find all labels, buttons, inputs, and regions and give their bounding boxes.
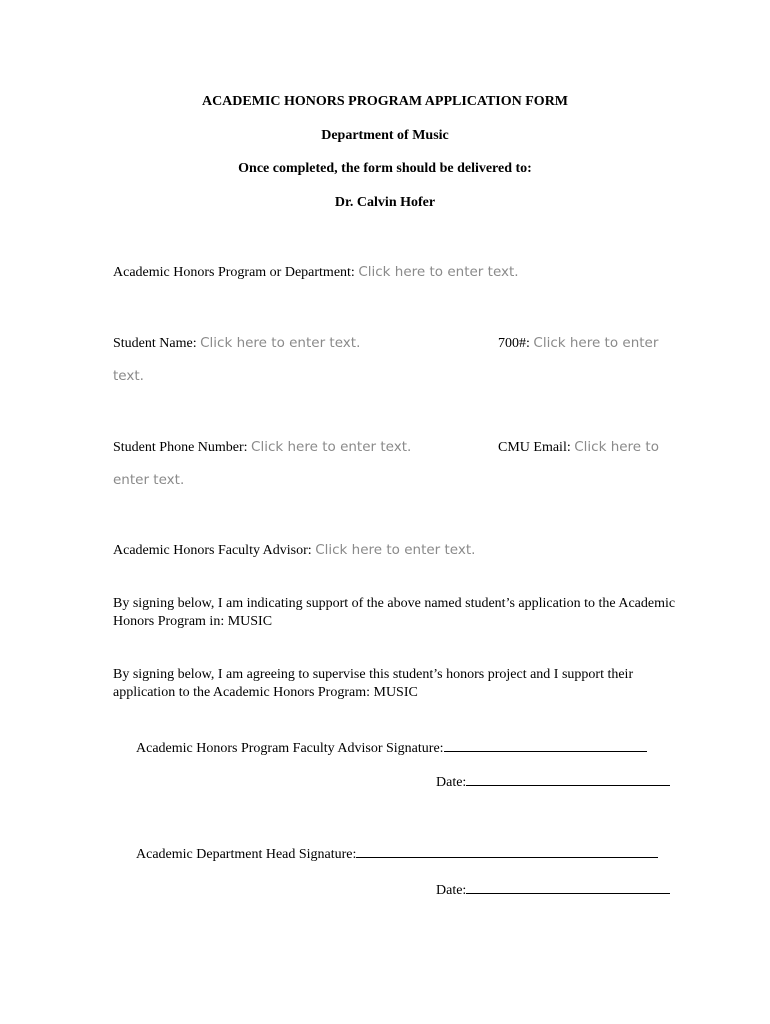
id-number-input-wrap[interactable]: text. [113,368,144,384]
advisor-signature-label: Academic Honors Program Faculty Advisor Signature: [136,741,444,756]
delivery-note: Once completed, the form should be delivered to: [238,161,532,176]
date-row-1 [436,773,670,791]
id-number-input[interactable]: Click here to enter [533,335,659,351]
id-number-row [498,335,658,352]
phone-input[interactable]: Click here to enter text. [251,439,412,455]
advisor-signature-line[interactable] [444,739,647,752]
support-statement: By signing below, I am indicating support of the above named student’s application to the Academic Honors Program in: MUSIC [113,596,676,629]
date-line-2[interactable] [466,881,670,894]
program-field-row [113,264,519,281]
recipient-name: Dr. Calvin Hofer [334,195,436,210]
student-name-label: Student Name: [113,336,197,351]
advisor-input[interactable]: Click here to enter text. [315,542,476,558]
program-label: Academic Honors Program or Department: [113,265,355,280]
advisor-row [113,542,475,559]
head-signature-line[interactable] [356,845,658,858]
date-label-1: Date: [436,775,467,790]
department-heading: Department of Music [321,128,449,143]
supervise-statement: By signing below, I am agreeing to supervise this student’s honors project and I support their application to the Academic Honors Program: MUSIC [113,667,634,700]
advisor-label: Academic Honors Faculty Advisor: [113,543,312,558]
head-signature-label: Academic Department Head Signature: [136,847,357,862]
email-row [498,439,659,456]
phone-row [113,439,411,456]
date-line-1[interactable] [466,773,670,786]
student-name-input[interactable]: Click here to enter text. [200,335,361,351]
head-signature-row [136,845,658,863]
form-title: ACADEMIC HONORS PROGRAM APPLICATION FORM [201,94,569,109]
phone-label: Student Phone Number: [113,440,248,455]
id-number-label: 700#: [498,336,530,351]
student-name-row [113,335,360,352]
email-input-wrap[interactable]: enter text. [113,472,185,488]
date-row-2 [436,881,670,899]
advisor-signature-row [136,739,647,757]
email-label: CMU Email: [498,440,571,455]
program-input[interactable]: Click here to enter text. [358,264,519,280]
date-label-2: Date: [436,883,467,898]
email-input[interactable]: Click here to [574,439,659,455]
